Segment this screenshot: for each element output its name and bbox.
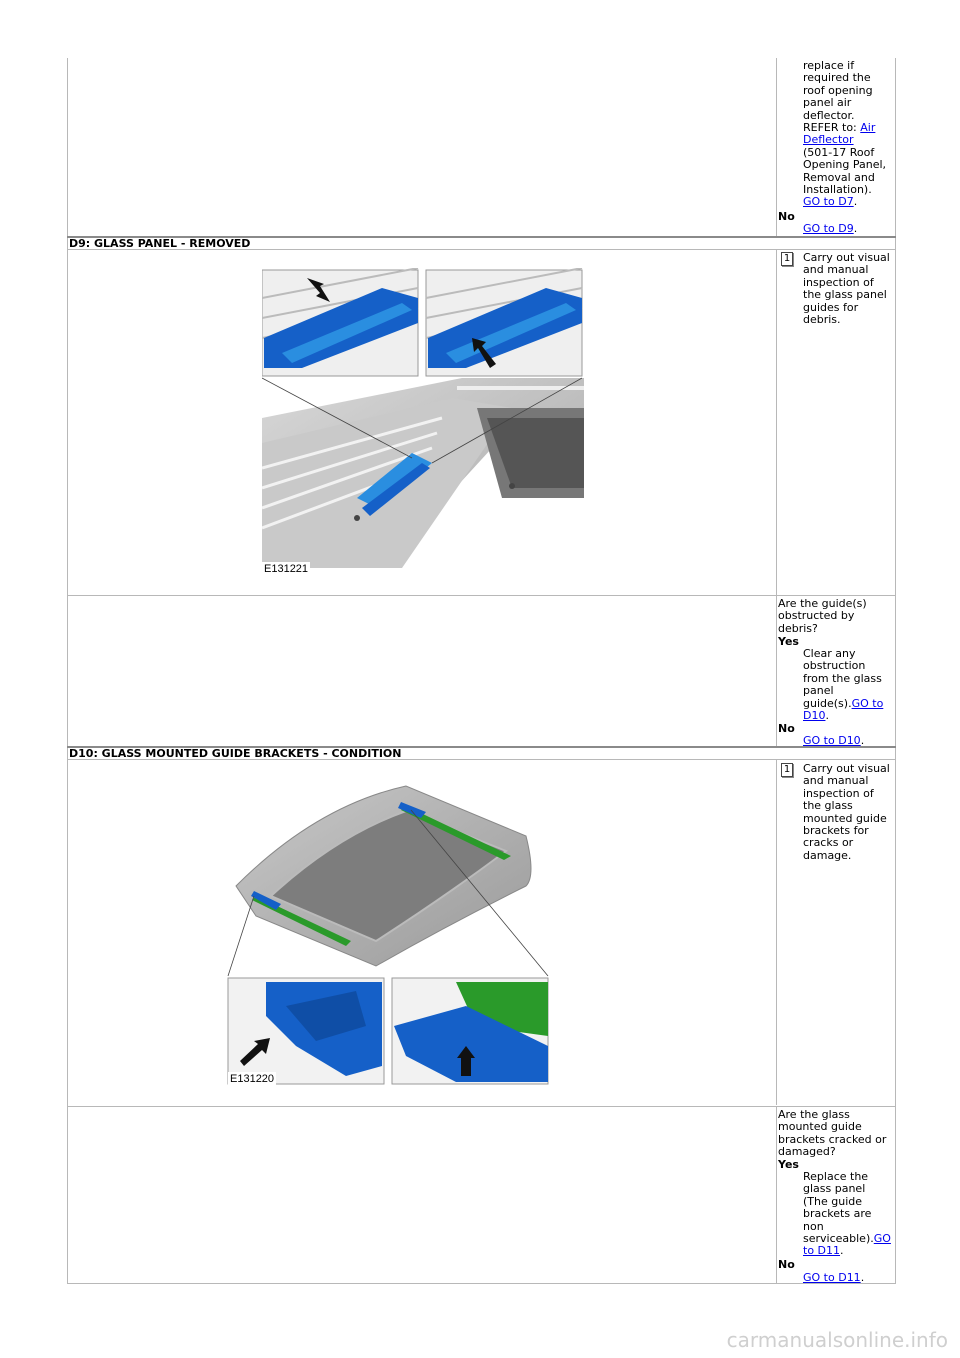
column-divider-d10a bbox=[776, 760, 777, 1105]
yes-label: Yes bbox=[778, 635, 799, 648]
no-label: No bbox=[778, 1258, 795, 1271]
d9-yes-action: Clear any obstruction from the glass panel guide(s).GO to D10. bbox=[803, 647, 884, 723]
top-action-text: replace if required the roof opening panel air deflector. REFER to: Air Deflector (501-17 Roof Opening Panel, Removal and Installation). GO to D7. bbox=[803, 59, 887, 209]
d9-header: D9: GLASS PANEL - REMOVED bbox=[69, 237, 251, 250]
air-deflector-link-cont[interactable]: Deflector bbox=[803, 133, 854, 147]
goto-d9-link[interactable]: GO to D9 bbox=[803, 222, 854, 235]
d9-instruction: Carry out visual and manual inspection of the glass panel guides for debris. bbox=[803, 251, 890, 327]
glass-panel-guides-illustration bbox=[262, 268, 584, 578]
glass-mounted-guide-brackets-illustration bbox=[226, 776, 552, 1088]
air-deflector-link[interactable]: Air bbox=[860, 121, 876, 135]
d10-instruction: Carry out visual and manual inspection of the glass mounted guide brackets for cracks or damage. bbox=[803, 762, 890, 862]
yes-label: Yes bbox=[778, 1158, 799, 1171]
step-number-badge: 1 bbox=[781, 763, 793, 777]
column-divider-d9b bbox=[776, 596, 777, 746]
table-left-border bbox=[67, 58, 68, 1283]
column-divider-d9a bbox=[776, 250, 777, 595]
row-rule bbox=[67, 1283, 896, 1284]
d10-question: Are the glass mounted guide brackets cracked or damaged? bbox=[778, 1108, 887, 1159]
goto-d11-no-link[interactable]: GO to D11 bbox=[803, 1271, 861, 1284]
row-rule bbox=[67, 1106, 896, 1107]
goto-d9-line: GO to D9. bbox=[803, 222, 858, 235]
goto-d11-link[interactable]: GO bbox=[873, 1232, 891, 1246]
goto-d10-link-cont[interactable]: D10 bbox=[803, 709, 826, 723]
goto-d10-link[interactable]: GO to bbox=[851, 696, 884, 710]
d10-yes-action: Replace the glass panel (The guide brackets are non serviceable).GO to D11. bbox=[803, 1170, 891, 1258]
d10-no-action: GO to D11. bbox=[803, 1271, 865, 1284]
no-label: No bbox=[778, 722, 795, 735]
d10-header: D10: GLASS MOUNTED GUIDE BRACKETS - CONDITION bbox=[69, 747, 402, 760]
figure-code-label: E131221 bbox=[264, 563, 309, 575]
goto-d11-link-cont[interactable]: to D11 bbox=[803, 1244, 841, 1258]
goto-d7-link[interactable]: GO to D7 bbox=[803, 195, 854, 209]
table-right-border bbox=[895, 58, 896, 1283]
goto-d10-no-link[interactable]: GO to D10 bbox=[803, 734, 861, 747]
step-number-badge: 1 bbox=[781, 252, 793, 266]
row-rule bbox=[67, 595, 896, 596]
column-divider-d10b bbox=[776, 1107, 777, 1283]
d9-question: Are the guide(s) obstructed by debris? bbox=[778, 597, 867, 635]
d9-no-action: GO to D10. bbox=[803, 734, 865, 747]
no-label: No bbox=[778, 210, 795, 223]
figure-code-label: E131220 bbox=[230, 1073, 275, 1085]
column-divider-top bbox=[776, 58, 777, 238]
watermark-text: carmanualsonline.info bbox=[726, 1328, 948, 1352]
